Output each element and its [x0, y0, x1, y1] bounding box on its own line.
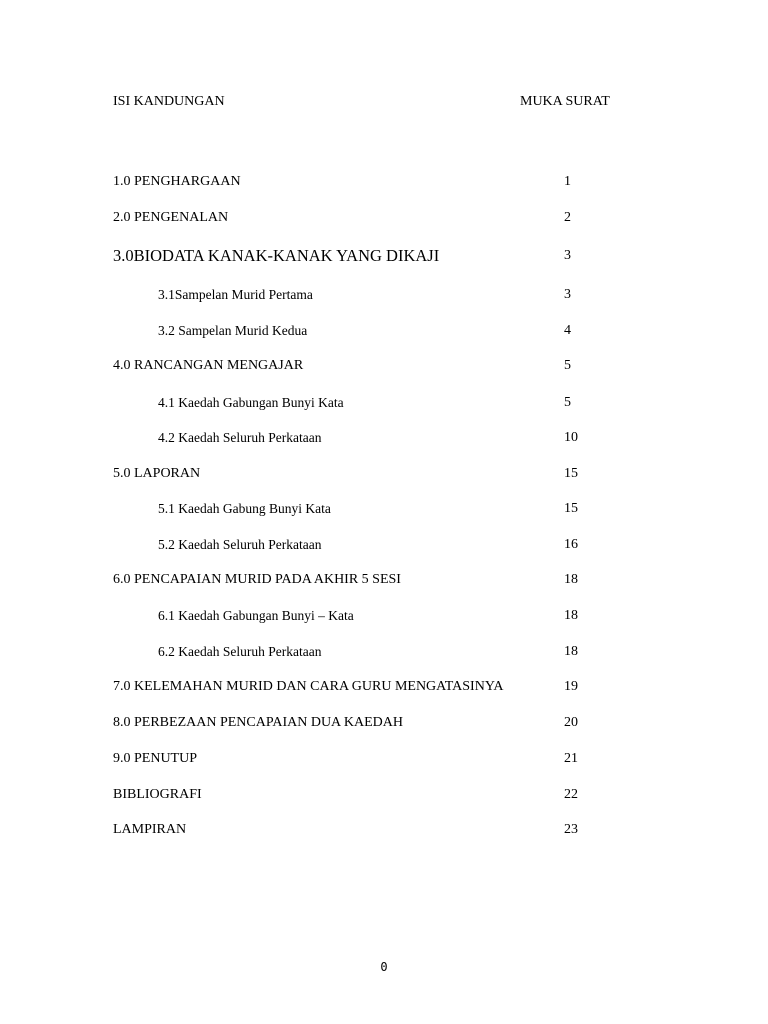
footer-page-number: 0	[380, 960, 388, 974]
toc-heading: ISI KANDUNGAN	[113, 94, 225, 109]
toc-entry-title: 6.0 PENCAPAIAN MURID PADA AKHIR 5 SESI	[113, 572, 401, 587]
toc-entry	[0, 248, 768, 272]
toc-entry-title: 6.1 Kaedah Gabungan Bunyi – Kata	[158, 608, 354, 623]
toc-entry-title: 4.1 Kaedah Gabungan Bunyi Kata	[158, 395, 344, 410]
toc-entry-title: LAMPIRAN	[113, 822, 187, 837]
toc-entry	[0, 715, 768, 739]
toc-entry-page: 16	[564, 537, 578, 552]
toc-entry-title: 3.0BIODATA KANAK-KANAK YANG DIKAJI	[113, 246, 440, 265]
toc-entry-page: 21	[564, 751, 578, 766]
toc-entry	[0, 679, 768, 703]
page-column-heading: MUKA SURAT	[520, 94, 610, 109]
toc-entry-page: 3	[564, 287, 571, 302]
toc-entry	[0, 358, 768, 382]
toc-entry-page: 23	[564, 822, 578, 837]
toc-entry	[0, 174, 768, 198]
toc-entry-page: 18	[564, 572, 578, 587]
toc-entry-page: 19	[564, 679, 578, 694]
toc-entry	[0, 430, 768, 454]
toc-entry-page: 2	[564, 210, 571, 225]
toc-entry	[0, 572, 768, 596]
toc-entry-page: 10	[564, 430, 578, 445]
toc-entry-page: 4	[564, 323, 571, 338]
toc-entry-page: 15	[564, 501, 578, 516]
toc-entry	[0, 751, 768, 775]
toc-entry	[0, 537, 768, 561]
toc-entry-title: 4.2 Kaedah Seluruh Perkataan	[158, 430, 322, 445]
toc-entry-page: 20	[564, 715, 578, 730]
toc-entry-page: 22	[564, 787, 578, 802]
toc-entry-title: 1.0 PENGHARGAAN	[113, 174, 241, 189]
toc-entry	[0, 323, 768, 347]
toc-entry	[0, 608, 768, 632]
toc-entry-title: 6.2 Kaedah Seluruh Perkataan	[158, 644, 322, 659]
toc-entry-title: 5.1 Kaedah Gabung Bunyi Kata	[158, 501, 331, 516]
toc-entry	[0, 787, 768, 811]
toc-entry	[0, 210, 768, 234]
toc-entry	[0, 644, 768, 668]
toc-entry-title: 5.0 LAPORAN	[113, 466, 201, 481]
toc-entry-title: 9.0 PENUTUP	[113, 751, 198, 766]
toc-entry-title: BIBLIOGRAFI	[113, 787, 202, 802]
toc-entry	[0, 501, 768, 525]
toc-entry-page: 18	[564, 608, 578, 623]
toc-entry-page: 5	[564, 358, 571, 373]
toc-entry	[0, 466, 768, 490]
toc-entry-title: 8.0 PERBEZAAN PENCAPAIAN DUA KAEDAH	[113, 715, 404, 730]
toc-entry-page: 15	[564, 466, 578, 481]
toc-entry-title: 7.0 KELEMAHAN MURID DAN CARA GURU MENGATASINYA	[113, 679, 504, 694]
toc-entry	[0, 822, 768, 846]
toc-entry-page: 18	[564, 644, 578, 659]
toc-entry-page: 3	[564, 248, 571, 263]
toc-entry	[0, 287, 768, 311]
toc-entry-title: 2.0 PENGENALAN	[113, 210, 229, 225]
toc-entry-title: 5.2 Kaedah Seluruh Perkataan	[158, 537, 322, 552]
toc-entry-title: 3.1Sampelan Murid Pertama	[158, 287, 313, 302]
toc-entry-title: 4.0 RANCANGAN MENGAJAR	[113, 358, 304, 373]
toc-entry	[0, 395, 768, 419]
toc-entry-page: 1	[564, 174, 571, 189]
toc-entry-title: 3.2 Sampelan Murid Kedua	[158, 323, 308, 338]
toc-entry-page: 5	[564, 395, 571, 410]
